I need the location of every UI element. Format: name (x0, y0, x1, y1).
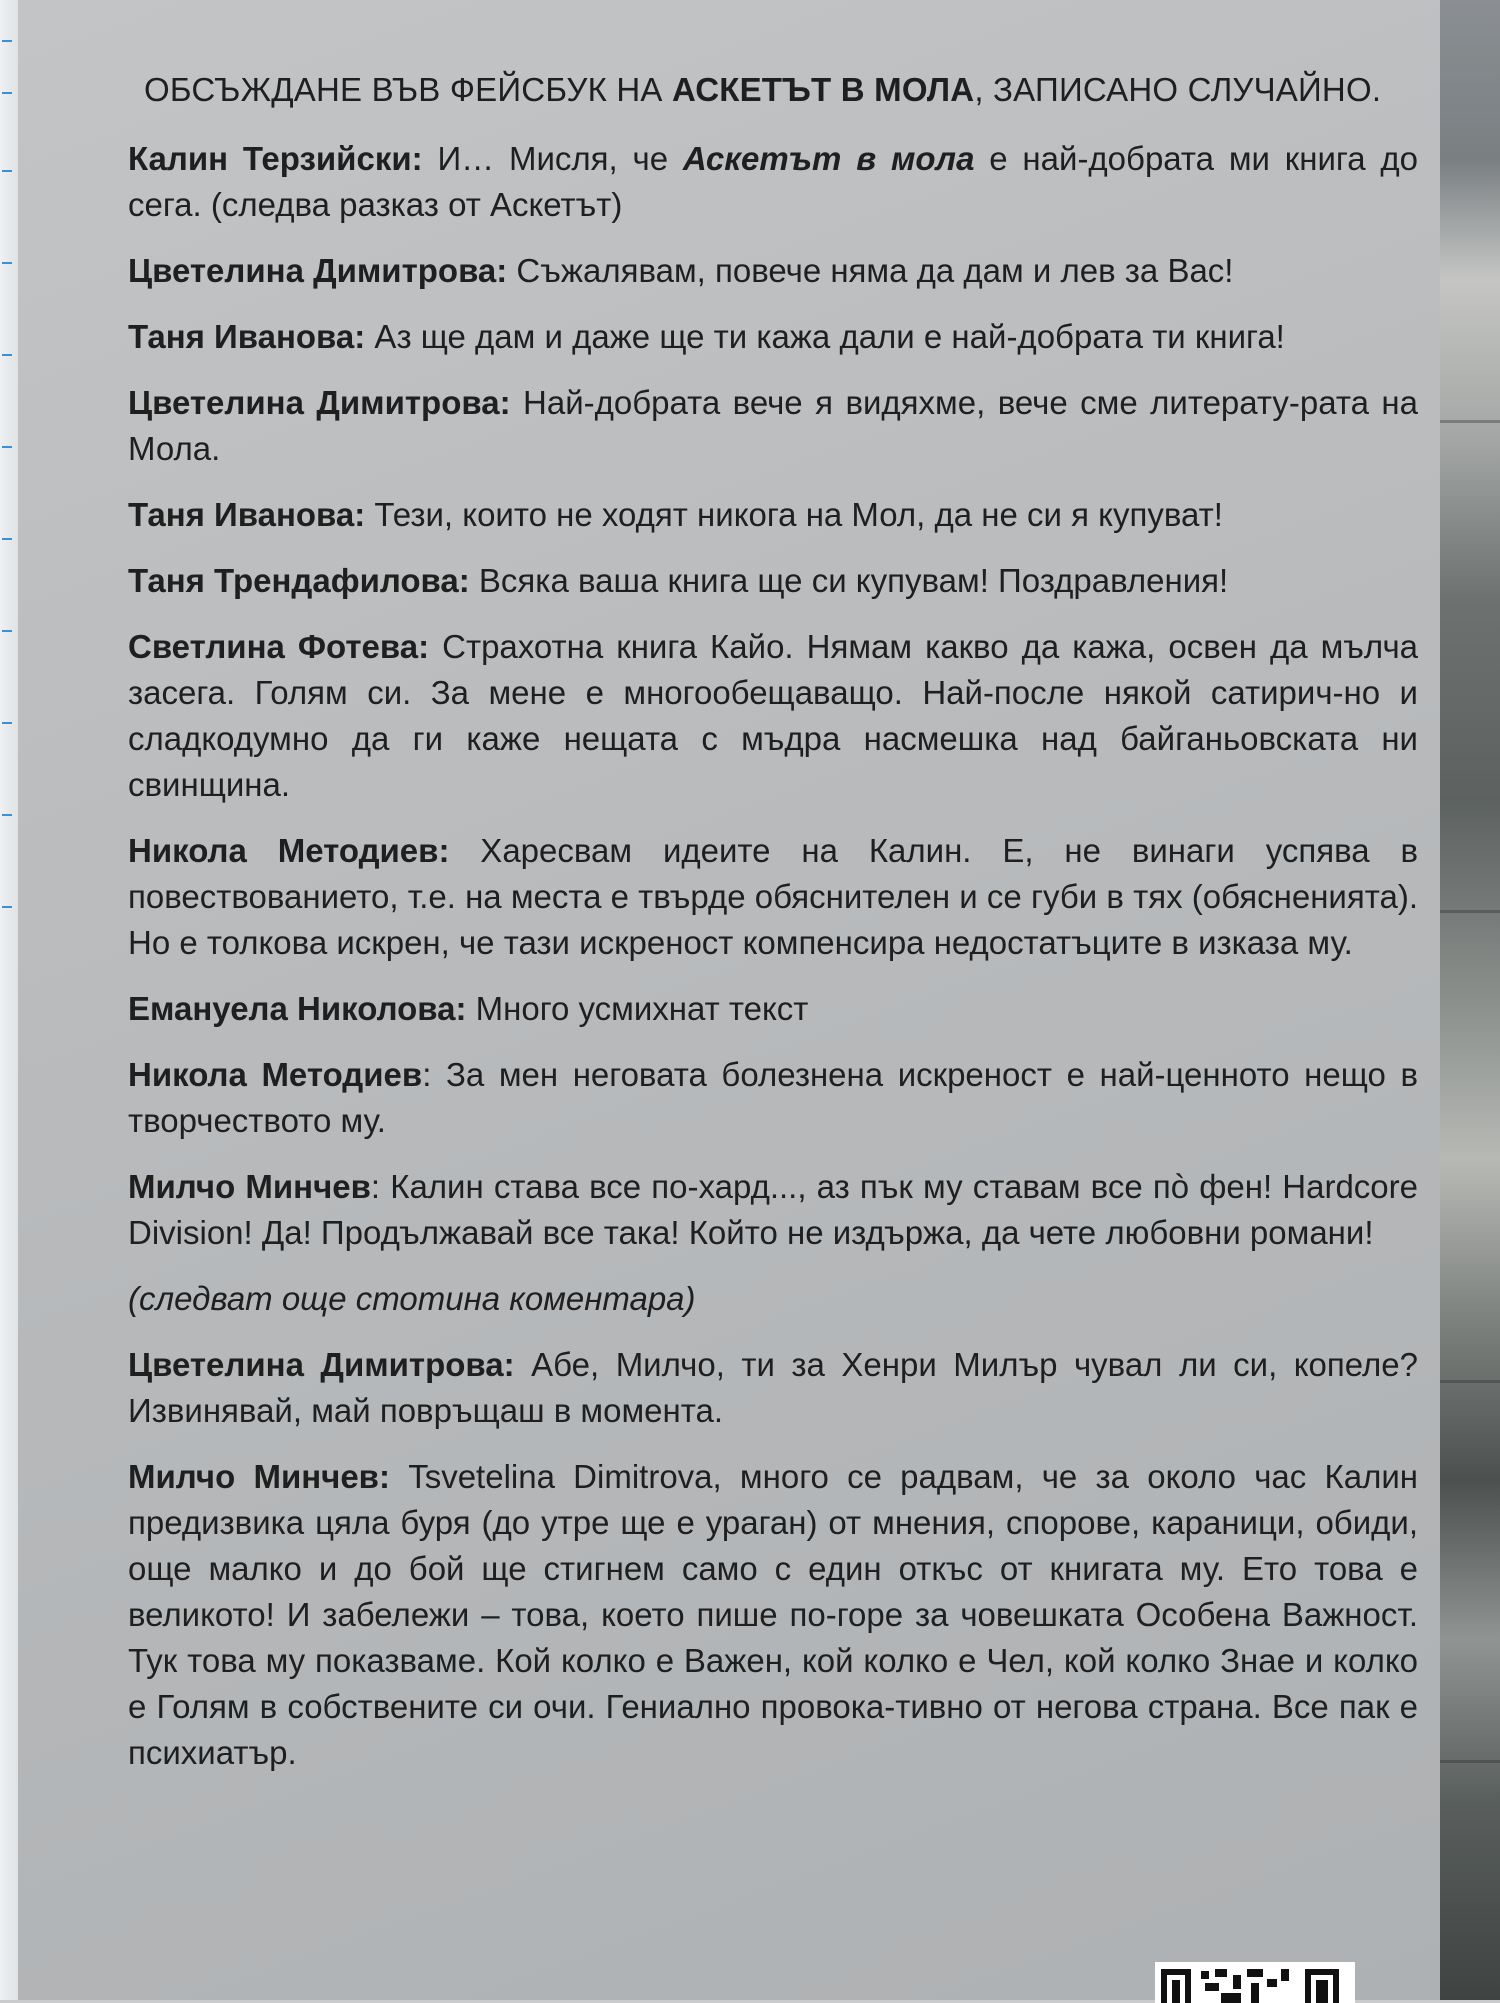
comment-author: Таня Иванова: (128, 318, 366, 355)
margin-tick (2, 40, 12, 42)
comment-author: Таня Иванова: (128, 496, 366, 533)
margin-tick (2, 262, 12, 264)
comment-text: Харесвам идеите на Калин. Е, не винаги успява в повествованието, т.е. на места е твърде обяснителен и се губи в тях (обясненията). Но е толкова искрен, че тази искреност компенсира недостатъците в изказа му. (128, 832, 1418, 961)
comment-text: Най-добрата вече я видяхме, вече сме литерату-рата на Мола. (128, 384, 1418, 467)
page-heading (144, 68, 1418, 112)
cover-photo-edge (1440, 0, 1500, 2000)
comment-author: Никола Методиев: (128, 832, 450, 869)
comment-text: е най-добрата ми книга до сега. (следва разказ от Аскетът) (128, 140, 1418, 223)
comment-author: Калин Терзийски: (128, 140, 423, 177)
comment-author: Цветелина Димитрова: (128, 384, 511, 421)
comment-entry (128, 1454, 1418, 1776)
comment-entry (128, 986, 1418, 1032)
comment-text: И… Мисля, че (422, 140, 683, 177)
heading-prefix: ОБСЪЖДАНЕ ВЪВ ФЕЙСБУК НА (144, 71, 672, 108)
margin-tick (2, 354, 12, 356)
comment-text: Аз ще дам и даже ще ти кажа дали е най-добрата ти книга! (365, 318, 1285, 355)
comment-entry (128, 558, 1418, 604)
comment-entry (128, 314, 1418, 360)
comment-text: Страхотна книга Кайо. Нямам какво да кажа, освен да мълча засега. Голям си. За мене е многообещаващо. Най-после някой сатирич-но и сладкодумно да ги каже нещата с мъдра насмешка над байганьовската ни свинщина. (128, 628, 1418, 803)
comment-text: Съжалявам, повече няма да дам и лев за Вас! (507, 252, 1234, 289)
notebook-margin-strip (0, 0, 19, 2000)
comment-author: Цветелина Димитрова: (128, 252, 508, 289)
comment-entry (128, 492, 1418, 538)
comment-text: Tsvetelina Dimitrova, много се радвам, че за около час Калин предизвика цяла буря (до утре ще е ураган) от мнения, спорове, караници, обиди, още малко и до бой ще стигнем само с един откъс от книгата му. Ето това е великото! И забележи – това, което пише по-горе за човешката Особена Важност. Тук това му показваме. Кой колко е Важен, кой колко е Чел, кой колко Знае и колко е Голям в собствените си очи. Гениално провока-тивно от негова страна. Все пак е психиатър. (128, 1458, 1418, 1771)
comment-entry (128, 248, 1418, 294)
margin-tick (2, 170, 12, 172)
omitted-comments-note: (следват още стотина коментара) (128, 1280, 696, 1317)
comment-entry (128, 1342, 1418, 1434)
comment-author: Емануела Николова: (128, 990, 467, 1027)
margin-tick (2, 92, 12, 94)
comment-book-title: Аскетът в мола (682, 140, 975, 177)
comment-entry (128, 380, 1418, 472)
comment-entry (128, 828, 1418, 966)
comment-entry (128, 136, 1418, 228)
comment-entry (128, 1164, 1418, 1256)
margin-tick (2, 538, 12, 540)
discussion-text (128, 58, 1418, 1796)
margin-tick (2, 446, 12, 448)
comment-text: Абе, Милчо, ти за Хенри Милър чувал ли си, копеле? Извинявай, май повръщаш в момента. (128, 1346, 1418, 1429)
comment-text: Много усмихнат текст (466, 990, 809, 1027)
comment-text: : Калин става все по-хард..., аз пък му ставам все пò фен! Hardcore Division! Да! Продължавай все така! Който не издържа, да чете любовни романи! (128, 1168, 1418, 1251)
heading-book-title: АСКЕТЪТ В МОЛА (672, 71, 975, 108)
comment-entry (128, 624, 1418, 808)
margin-tick (2, 722, 12, 724)
margin-tick (2, 630, 12, 632)
qr-code-icon (1155, 1962, 1355, 2003)
comment-text: : За мен неговата болезнена искреност е най-ценното нещо в творчеството му. (128, 1056, 1419, 1139)
comment-text: Тези, които не ходят никога на Мол, да не си я купуват! (365, 496, 1223, 533)
margin-tick (2, 814, 12, 816)
margin-tick (2, 906, 12, 908)
comment-author: Никола Методиев (128, 1056, 423, 1093)
comment-author: Милчо Минчев (128, 1168, 371, 1205)
comment-author: Светлина Фотева: (128, 628, 430, 665)
comment-text: Всяка ваша книга ще си купувам! Поздравления! (469, 562, 1229, 599)
comment-author: Таня Трендафилова: (128, 562, 470, 599)
comment-author: Милчо Минчев: (128, 1458, 390, 1495)
comment-entry (128, 1052, 1418, 1144)
heading-suffix: , ЗАПИСАНО СЛУЧАЙНО. (974, 71, 1382, 108)
comment-author: Цветелина Димитрова: (128, 1346, 515, 1383)
